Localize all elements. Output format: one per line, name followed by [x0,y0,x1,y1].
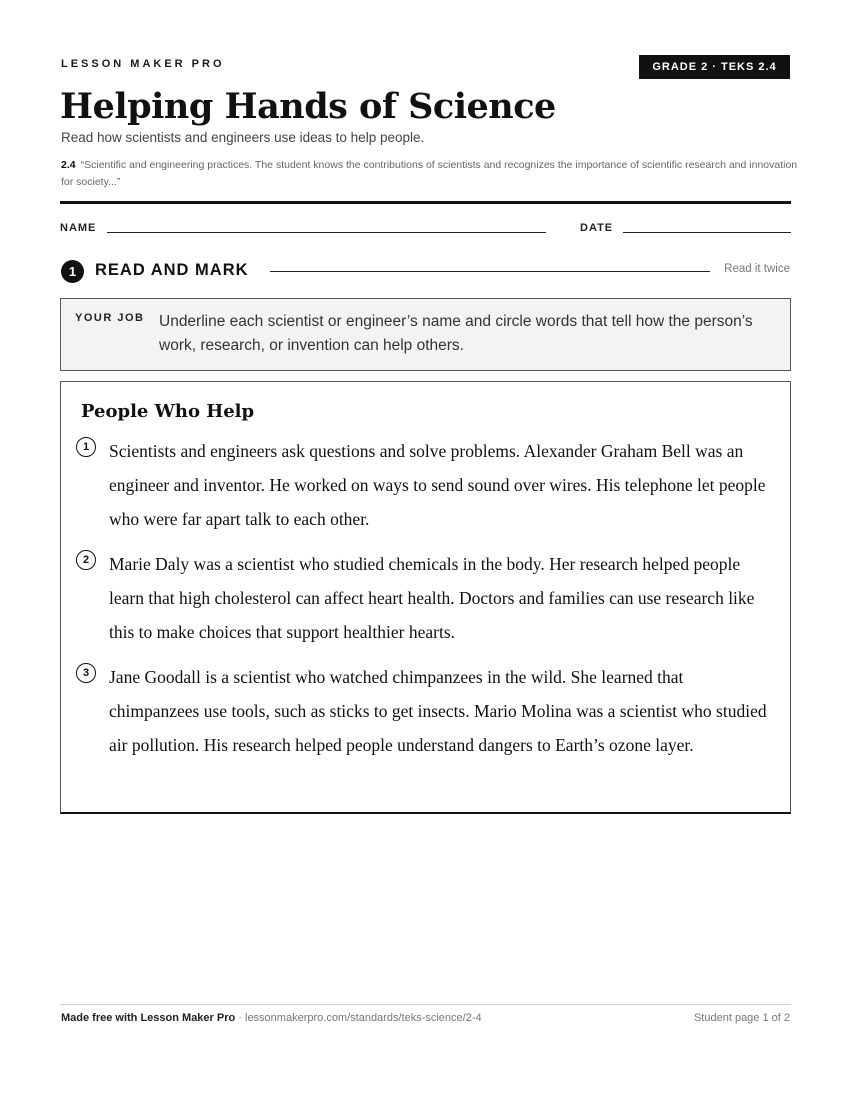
footer-url[interactable]: lessonmakerpro.com/standards/teks-science/2-4 [245,1012,482,1024]
section-title: READ AND MARK [95,261,249,279]
paragraph-number-1: 1 [76,437,96,457]
footer-credit [61,1012,482,1024]
paragraph-2: Marie Daly was a scientist who studied chemicals in the body. Her research helped people learn that high cholesterol can affect heart health. Doctors and families can use research like this to make choices that support healthier hearts. [109,554,755,642]
job-box [60,298,791,371]
standard-text: “Scientific and engineering practices. The student knows the contributions of scientists and recognizes the importance of scientific research and innovation for society...” [61,159,798,188]
header-divider [60,201,791,204]
footer-page-number: Student page 1 of 2 [693,1012,790,1024]
date-line[interactable] [623,232,791,233]
reading-passage [60,381,791,814]
job-label: YOUR JOB [75,312,145,324]
footer-divider [60,1004,791,1005]
brand-name: LESSON MAKER PRO [61,58,225,70]
section-hint: Read it twice [724,263,790,275]
standard-statement [61,157,801,191]
name-label: NAME [60,222,97,234]
section-number: 1 [61,260,84,283]
paragraph-number-3: 3 [76,663,96,683]
section-divider [270,271,710,272]
paragraph-1: Scientists and engineers ask questions and solve problems. Alexander Graham Bell was an engineer and inventor. He worked on ways to send sound over wires. His telephone let people who were far apart talk to each other. [109,441,766,529]
standard-code: 2.4 [61,159,76,171]
job-text: Underline each scientist or engineer’s name and circle words that tell how the person’s work, research, or invention can help others. [159,313,753,354]
footer-separator: · [235,1012,245,1024]
paragraph-number-2: 2 [76,550,96,570]
page-title: Helping Hands of Science [60,86,556,127]
name-line[interactable] [107,232,546,233]
footer-made-with: Made free with Lesson Maker Pro [61,1012,236,1024]
reading-title: People Who Help [81,401,255,422]
page-subtitle: Read how scientists and engineers use ideas to help people. [61,130,425,145]
grade-badge: GRADE 2 · TEKS 2.4 [639,55,790,79]
paragraph-3: Jane Goodall is a scientist who watched chimpanzees in the wild. She learned that chimpanzees use tools, such as sticks to get insects. Mario Molina was a scientist who studied air pollution. His research helped people understand dangers to Earth’s ozone layer. [109,667,767,755]
date-label: DATE [580,222,614,234]
